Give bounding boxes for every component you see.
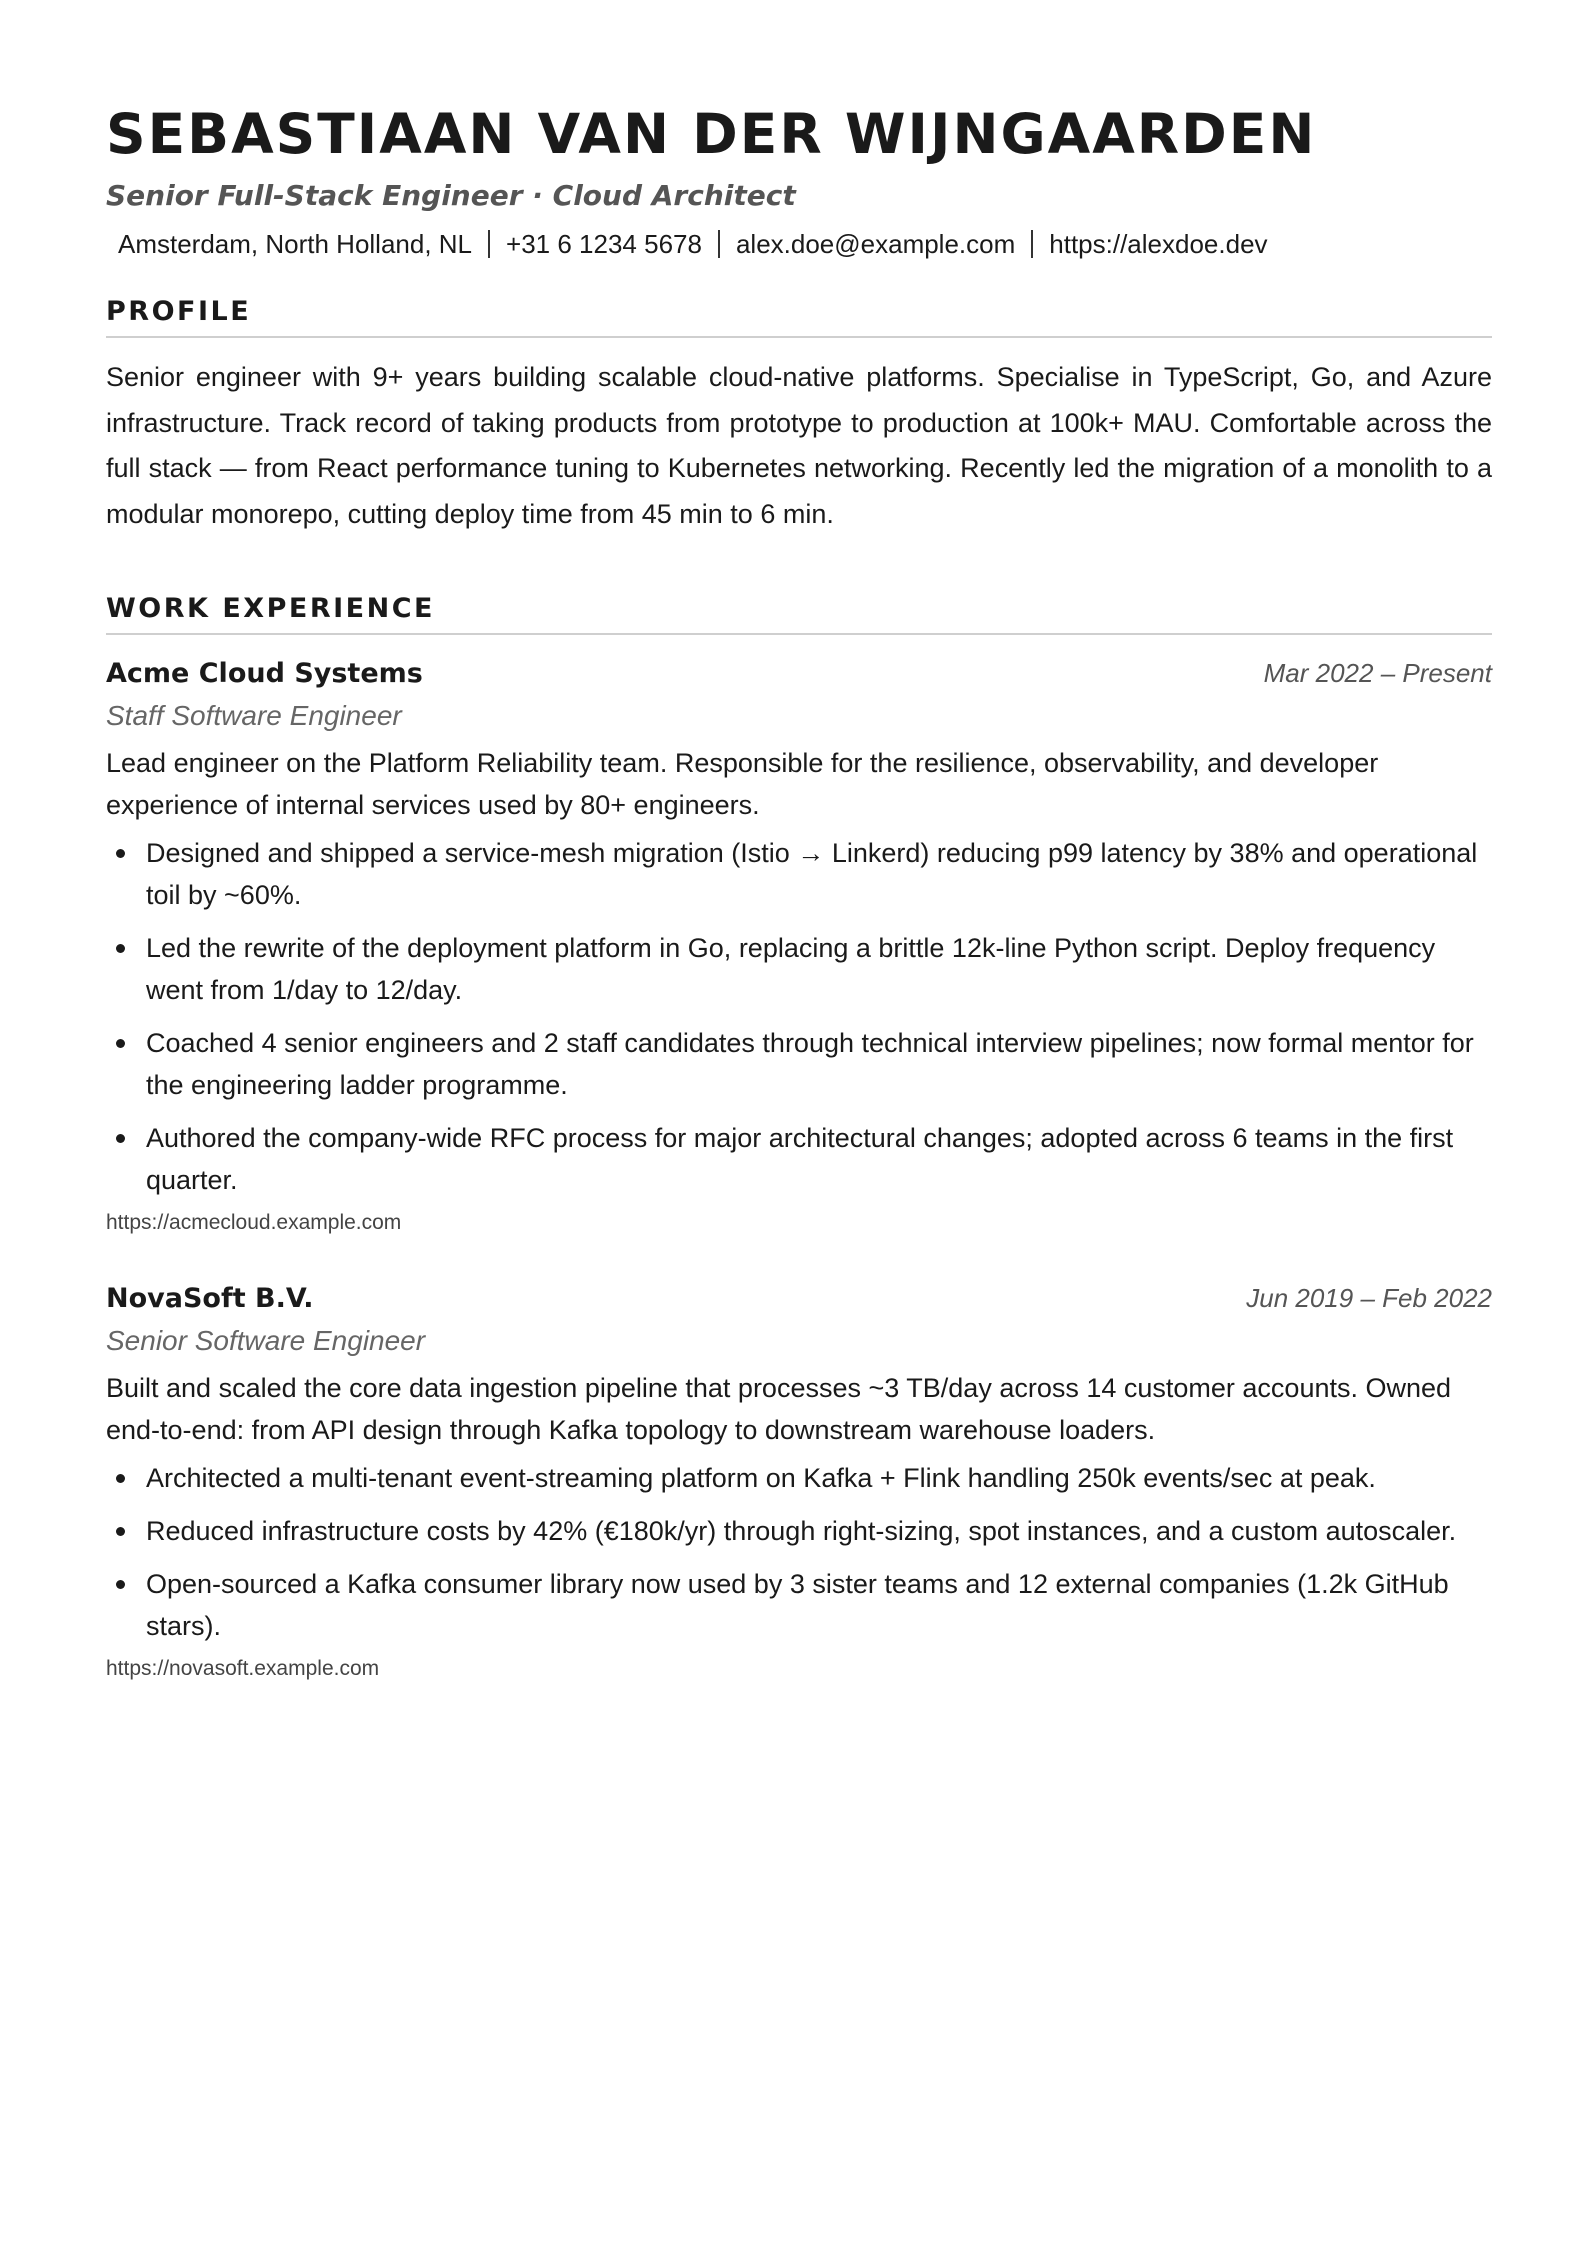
profile-heading: PROFILE	[106, 294, 1492, 338]
job-header	[106, 1278, 1492, 1319]
job-entry-acme	[106, 653, 1492, 1238]
list-item: Open-sourced a Kafka consumer library now used by 3 sister teams and 12 external companies (1.2k GitHub stars).	[106, 1563, 1492, 1647]
bullet-dot-icon	[116, 849, 125, 858]
work-experience-section	[106, 591, 1492, 1684]
bullet-dot-icon	[116, 1039, 125, 1048]
profile-section	[106, 294, 1492, 537]
job-header	[106, 653, 1492, 694]
list-item: Reduced infrastructure costs by 42% (€180k/yr) through right-sizing, spot instances, and a custom autoscaler.	[106, 1510, 1492, 1552]
list-item: Authored the company-wide RFC process for major architectural changes; adopted across 6 teams in the first quarter.	[106, 1117, 1492, 1201]
job-bullets	[106, 832, 1492, 1201]
profile-text: Senior engineer with 9+ years building scalable cloud-native platforms. Specialise in TypeScript, Go, and Azure infrastructure. Track record of taking products from prototype to production at 100k+ MAU. Comfortable across the full stack — from React performance tuning to Kubernetes networking. Recently led the migration of a monolith to a modular monorepo, cutting deploy time from 45 min to 6 min.	[106, 362, 1492, 529]
job-dates: Mar 2022 – Present	[1263, 658, 1492, 688]
job-company-url[interactable]: https://acmecloud.example.com	[106, 1211, 402, 1234]
contact-email[interactable]: alex.doe@example.com	[735, 229, 1016, 259]
work-experience-heading: WORK EXPERIENCE	[106, 591, 1492, 635]
contact-location: Amsterdam, North Holland, NL	[118, 229, 473, 259]
bullet-dot-icon	[116, 1134, 125, 1143]
job-role: Senior Software Engineer	[106, 1325, 426, 1356]
bullet-dot-icon	[116, 1580, 125, 1589]
bullet-dot-icon	[116, 1474, 125, 1483]
contact-divider	[718, 230, 720, 258]
resume-page	[106, 98, 1492, 1684]
job-role: Staff Software Engineer	[106, 700, 402, 731]
contact-line	[106, 224, 1492, 264]
list-item: Led the rewrite of the deployment platform in Go, replacing a brittle 12k-line Python script. Deploy frequency went from 1/day to 12/day.	[106, 927, 1492, 1011]
bullet-dot-icon	[116, 944, 125, 953]
job-bullets	[106, 1457, 1492, 1647]
contact-phone[interactable]: +31 6 1234 5678	[506, 229, 702, 259]
bullet-dot-icon	[116, 1527, 125, 1536]
candidate-headline: Senior Full-Stack Engineer · Cloud Architect	[106, 179, 796, 212]
contact-divider	[1031, 230, 1033, 258]
list-item: Architected a multi-tenant event-streaming platform on Kafka + Flink handling 250k events/sec at peak.	[106, 1457, 1492, 1499]
contact-website[interactable]: https://alexdoe.dev	[1049, 229, 1268, 259]
contact-divider	[488, 230, 490, 258]
job-company: NovaSoft B.V.	[106, 1283, 314, 1314]
job-company: Acme Cloud Systems	[106, 658, 423, 689]
job-entry-novasoft	[106, 1278, 1492, 1684]
list-item: Designed and shipped a service-mesh migration (Istio → Linkerd) reducing p99 latency by 38% and operational toil by ~60%.	[106, 832, 1492, 916]
list-item: Coached 4 senior engineers and 2 staff candidates through technical interview pipelines; now formal mentor for the engineering ladder programme.	[106, 1022, 1492, 1106]
job-summary: Built and scaled the core data ingestion pipeline that processes ~3 TB/day across 14 customer accounts. Owned end-to-end: from API design through Kafka topology to downstream warehouse loaders.	[106, 1373, 1452, 1445]
candidate-name: SEBASTIAAN VAN DER WIJNGAARDEN	[106, 102, 1317, 166]
job-company-url[interactable]: https://novasoft.example.com	[106, 1657, 380, 1680]
job-dates: Jun 2019 – Feb 2022	[1246, 1283, 1492, 1313]
job-summary: Lead engineer on the Platform Reliability team. Responsible for the resilience, observability, and developer experience of internal services used by 80+ engineers.	[106, 748, 1379, 820]
